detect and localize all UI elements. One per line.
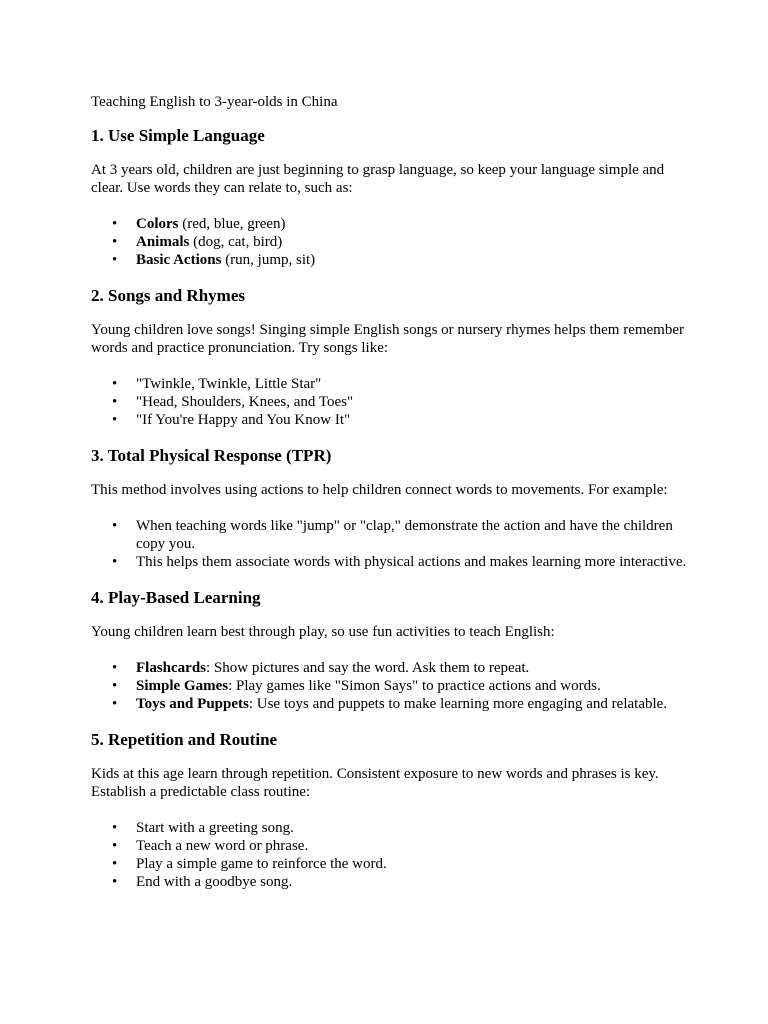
list-item bbox=[91, 819, 691, 837]
item-term: Toys and Puppets bbox=[136, 696, 249, 712]
bullet-icon: • bbox=[112, 412, 118, 428]
section-heading: 5. Repetition and Routine bbox=[91, 730, 278, 749]
list-item bbox=[91, 659, 691, 677]
bullet-icon: • bbox=[112, 394, 118, 410]
item-term: Animals bbox=[136, 234, 190, 250]
list-item bbox=[91, 233, 691, 251]
item-text: This helps them associate words with physical actions and makes learning more interactive. bbox=[136, 554, 687, 570]
bullet-icon: • bbox=[112, 874, 118, 890]
list-item bbox=[91, 251, 691, 269]
bullet-icon: • bbox=[112, 820, 118, 836]
list-item bbox=[91, 375, 691, 393]
section-intro: This method involves using actions to help children connect words to movements. For example: bbox=[91, 482, 668, 498]
bullet-list bbox=[91, 517, 691, 571]
item-text: (red, blue, green) bbox=[178, 216, 286, 232]
item-text: (run, jump, sit) bbox=[221, 252, 316, 268]
section-play-based-learning bbox=[91, 588, 691, 713]
list-item bbox=[91, 695, 691, 713]
bullet-icon: • bbox=[112, 376, 118, 392]
bullet-icon: • bbox=[112, 252, 118, 268]
item-term: Basic Actions bbox=[136, 252, 222, 268]
section-heading: 4. Play-Based Learning bbox=[91, 588, 261, 607]
document-page bbox=[91, 93, 691, 908]
item-text: Play a simple game to reinforce the word. bbox=[136, 856, 387, 872]
bullet-icon: • bbox=[112, 554, 118, 570]
list-item bbox=[91, 411, 691, 429]
list-item bbox=[91, 393, 691, 411]
bullet-list bbox=[91, 819, 691, 891]
bullet-icon: • bbox=[112, 234, 118, 250]
item-text: (dog, cat, bird) bbox=[189, 234, 283, 250]
item-text: When teaching words like "jump" or "clap," demonstrate the action and have the children copy you. bbox=[136, 518, 673, 552]
bullet-icon: • bbox=[112, 518, 118, 534]
list-item bbox=[91, 517, 691, 553]
item-text: "If You're Happy and You Know It" bbox=[136, 412, 351, 428]
section-intro: Kids at this age learn through repetition. Consistent exposure to new words and phrases is key. Establish a predictable class routine: bbox=[91, 766, 659, 800]
bullet-list bbox=[91, 375, 691, 429]
section-heading: 3. Total Physical Response (TPR) bbox=[91, 446, 332, 465]
section-intro: Young children love songs! Singing simple English songs or nursery rhymes helps them remember words and practice pronunciation. Try songs like: bbox=[91, 322, 684, 356]
bullet-icon: • bbox=[112, 856, 118, 872]
item-term: Simple Games bbox=[136, 678, 229, 694]
item-text: : Use toys and puppets to make learning more engaging and relatable. bbox=[248, 696, 668, 712]
bullet-icon: • bbox=[112, 678, 118, 694]
section-intro: At 3 years old, children are just beginning to grasp language, so keep your language simple and clear. Use words they can relate to, such as: bbox=[91, 162, 665, 196]
list-item bbox=[91, 855, 691, 873]
section-use-simple-language bbox=[91, 126, 691, 269]
section-repetition-and-routine bbox=[91, 730, 691, 891]
bullet-icon: • bbox=[112, 660, 118, 676]
list-item bbox=[91, 677, 691, 695]
item-term: Flashcards bbox=[136, 660, 207, 676]
item-text: "Head, Shoulders, Knees, and Toes" bbox=[136, 394, 354, 410]
section-songs-and-rhymes bbox=[91, 286, 691, 429]
item-text: Teach a new word or phrase. bbox=[136, 838, 309, 854]
item-text: "Twinkle, Twinkle, Little Star" bbox=[136, 376, 322, 392]
list-item bbox=[91, 553, 691, 571]
bullet-icon: • bbox=[112, 696, 118, 712]
bullet-icon: • bbox=[112, 216, 118, 232]
item-text: : Show pictures and say the word. Ask them to repeat. bbox=[206, 660, 530, 676]
section-heading: 2. Songs and Rhymes bbox=[91, 286, 245, 305]
section-heading: 1. Use Simple Language bbox=[91, 126, 265, 145]
item-term: Colors bbox=[136, 216, 179, 232]
bullet-list bbox=[91, 659, 691, 713]
list-item bbox=[91, 215, 691, 233]
bullet-icon: • bbox=[112, 838, 118, 854]
list-item bbox=[91, 873, 691, 891]
bullet-list bbox=[91, 215, 691, 269]
item-text: : Play games like "Simon Says" to practice actions and words. bbox=[228, 678, 601, 694]
list-item bbox=[91, 837, 691, 855]
section-intro: Young children learn best through play, so use fun activities to teach English: bbox=[91, 624, 555, 640]
document-title: Teaching English to 3-year-olds in China bbox=[91, 94, 338, 110]
section-total-physical-response bbox=[91, 446, 691, 571]
item-text: Start with a greeting song. bbox=[136, 820, 294, 836]
item-text: End with a goodbye song. bbox=[136, 874, 293, 890]
